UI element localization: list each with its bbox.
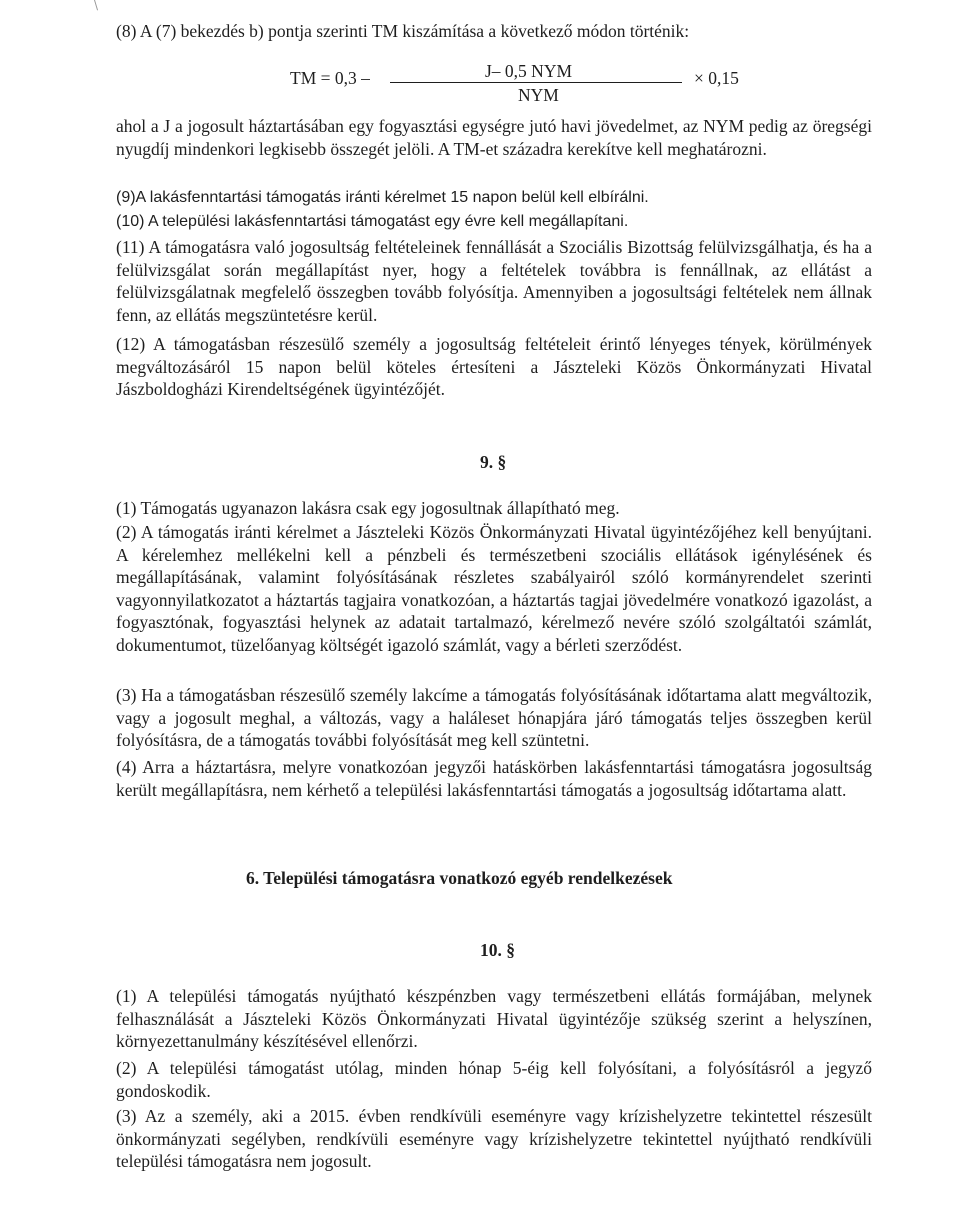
section-9-paragraph-2: (2) A támogatás iránti kérelmet a Jászteleki Közös Önkormányzati Hivatal ügyintézőjéhez kell benyújtani. A kérelemhez mellékelni kell a pénzbeli és természetbeni szociális ellátások igénylésének és megállapításának, valamint folyósításának részletes szabályairól szóló kormányrendelet szerinti vagyonnyilatkozatot a háztartás tagjaira vonatkozóan, a háztartás tagjai jövedelmére vonatkozó igazolást, a fogyasztónak, fogyasztási helynek az adatait tartalmazó, kérelmező nevére szóló szolgáltatói számlát, dokumentumot, tüzelőanyag költségét igazoló számlát, vagy a bérleti szerződést.: [116, 522, 872, 655]
paragraph-ahol: ahol a J a jogosult háztartásában egy fogyasztási egységre jutó havi jövedelmet, az NYM pedig az öregségi nyugdíj mindenkori legkisebb összegét jelöli. A TM-et századra kerekítve kell meghatározni.: [116, 116, 872, 159]
tm-formula: [290, 61, 770, 116]
paragraph-9: (9)A lakásfenntartási támogatás iránti kérelmet 15 napon belül kell elbírálni.: [116, 189, 649, 206]
paragraph-11: (11) A támogatásra való jogosultság feltételeinek fennállását a Szociális Bizottság felülvizsgálhatja, és ha a felülvizsgálat során megállapítást nyer, hogy a feltételek továbbra is fennállnak, az ellátást a felülvizsgálatnak megfelelő összegben tovább folyósítja. Amennyiben a jogosultsági feltételek nem állnak fenn, az ellátás megszüntetésre kerül.: [116, 237, 872, 325]
section-10-paragraph-3: (3) Az a személy, aki a 2015. évben rendkívüli eseményre vagy krízishelyzetre tekintettel részesült önkormányzati segélyben, rendkívüli eseményre vagy krízishelyzetre tekintettel nyújtható rendkívüli települési támogatásra nem jogosult.: [116, 1106, 872, 1171]
formula-lhs: TM = 0,3 –: [290, 68, 370, 88]
formula-denominator: NYM: [518, 85, 559, 105]
paragraph-8: (8) A (7) bekezdés b) pontja szerinti TM kiszámítása a következő módon történik:: [116, 21, 690, 41]
section-10-paragraph-2: (2) A települési támogatást utólag, minden hónap 5-éig kell folyósítani, a folyósításról a jegyző gondoskodik.: [116, 1058, 872, 1101]
formula-numerator: J– 0,5 NYM: [485, 61, 573, 81]
section-9-paragraph-4: (4) Arra a háztartásra, melyre vonatkozóan jegyzői hatáskörben lakásfenntartási támogatásra jogosultság került megállapításra, nem kérhető a települési lakásfenntartási támogatás a jogosultság időtartama alatt.: [116, 757, 872, 800]
chapter-6-title: 6. Települési támogatásra vonatkozó egyéb rendelkezések: [246, 868, 673, 888]
scan-corner-mark: \: [94, 0, 99, 12]
section-10-paragraph-1: (1) A települési támogatás nyújtható készpénzben vagy természetbeni ellátás formájában, melynek felhasználását a Jászteleki Közös Önkormányzati Hivatal ügyintézője szükség szerint a helyszínen, környezettanulmány készítésével ellenőrzi.: [116, 986, 872, 1051]
formula-fraction-bar: [390, 82, 682, 83]
section-10-heading: 10. §: [480, 940, 515, 960]
section-9-heading: 9. §: [480, 452, 507, 472]
paragraph-12: (12) A támogatásban részesülő személy a jogosultság feltételeit érintő lényeges tények, körülmények megváltozásáról 15 napon belül köteles értesíteni a Jászteleki Közös Önkormányzati Hivatal Jászboldogházi Kirendeltségének ügyintézőjét.: [116, 334, 872, 399]
paragraph-10: (10) A települési lakásfenntartási támogatást egy évre kell megállapítani.: [116, 213, 629, 230]
section-9-paragraph-3: (3) Ha a támogatásban részesülő személy lakcíme a támogatás folyósításának időtartama alatt megváltozik, vagy a jogosult meghal, a változás, vagy a haláleset hónapjára járó támogatás teljes összegben kerül folyósításra, de a támogatás további folyósítását meg kell szüntetni.: [116, 685, 872, 750]
formula-rhs: × 0,15: [694, 68, 739, 88]
section-9-paragraph-1: (1) Támogatás ugyanazon lakásra csak egy jogosultnak állapítható meg.: [116, 498, 620, 518]
